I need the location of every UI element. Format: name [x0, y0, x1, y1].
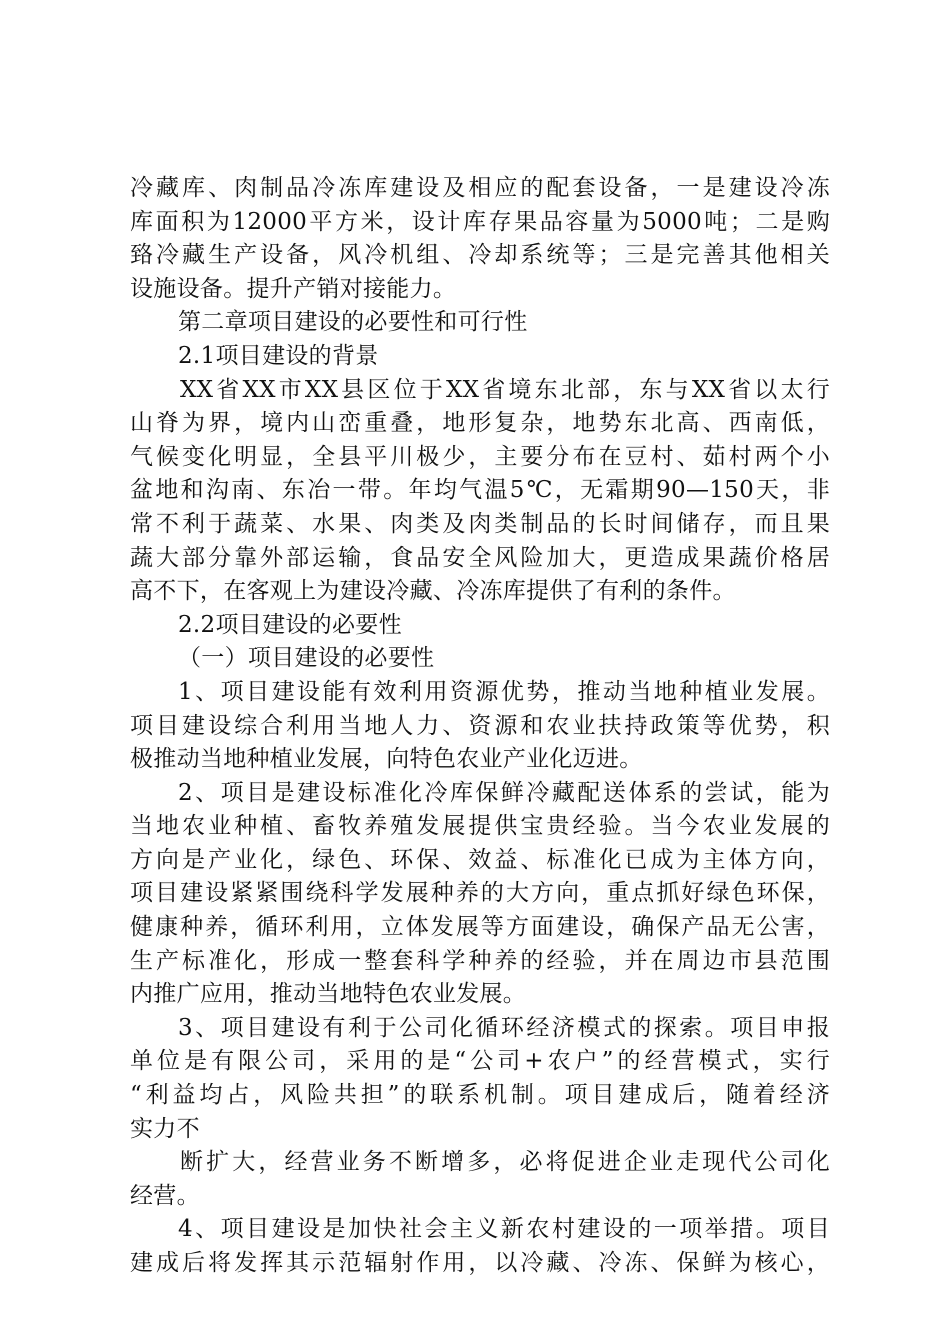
text-line: 常不利于蔬菜、水果、肉类及肉类制品的长时间储存，而且果 [130, 510, 830, 537]
text-line: 方向是产业化，绿色、环保、效益、标准化已成为主体方向， [130, 846, 830, 873]
text-line: XX省XX市XX县区位于XX省境东北部，东与XX省以太行 [180, 376, 830, 403]
text-line: 项目建设综合利用当地人力、资源和农业扶持政策等优势，积 [130, 712, 830, 739]
text-line: 高不下，在客观上为建设冷藏、冷冻库提供了有利的条件。 [130, 578, 736, 605]
text-line: 1、项目建设能有效利用资源优势，推动当地种植业发展。 [178, 678, 830, 705]
text-line: （一）项目建设的必要性 [178, 645, 435, 672]
document-body [130, 172, 830, 1281]
text-line: 实力不 [130, 1115, 200, 1142]
text-line: 蔬大部分靠外部运输，食品安全风险加大，更造成果蔬价格居 [130, 544, 830, 571]
text-line: 山脊为界，境内山峦重叠，地形复杂，地势东北高、西南低， [130, 410, 830, 437]
text-line: 单位是有限公司，采用的是“公司+农户”的经营模式，实行 [130, 1048, 830, 1075]
text-line: 设施设备。提升产销对接能力。 [130, 275, 457, 302]
text-line: 盆地和沟南、东冶一带。年均气温5℃，无霜期90—150天，非 [130, 477, 830, 504]
text-line: 项目建设紧紧围绕科学发展种养的大方向，重点抓好绿色环保， [130, 880, 830, 907]
text-line: 生产标准化，形成一整套科学种养的经验，并在周边市县范围 [130, 947, 830, 974]
text-line: 2.2项目建设的必要性 [178, 611, 402, 638]
text-line: 3、项目建设有利于公司化循环经济模式的探索。项目申报 [178, 1014, 830, 1041]
text-line: 库面积为12000平方米，设计库存果品容量为5000吨；二是购 [130, 208, 830, 235]
text-line: 2、项目是建设标准化冷库保鲜冷藏配送体系的尝试，能为 [178, 779, 830, 806]
text-line: 4、项目建设是加快社会主义新农村建设的一项举措。项目 [178, 1216, 830, 1243]
text-line: 气候变化明显，全县平川极少，主要分布在豆村、茹村两个小 [130, 443, 830, 470]
text-line: “利益均占，风险共担”的联系机制。项目建成后，随着经济 [130, 1082, 830, 1109]
text-line: 第二章项目建设的必要性和可行性 [178, 309, 528, 336]
text-line: 2.1项目建设的背景 [178, 342, 379, 369]
text-line: 臵冷藏生产设备，风冷机组、冷却系统等；三是完善其他相关 [130, 242, 830, 269]
text-line: 建成后将发挥其示范辐射作用，以冷藏、冷冻、保鲜为核心， [130, 1250, 830, 1276]
text-line: 经营。 [130, 1182, 200, 1209]
text-line: 极推动当地种植业发展，向特色农业产业化迈进。 [130, 746, 643, 773]
text-line: 当地农业种植、畜牧养殖发展提供宝贵经验。当今农业发展的 [130, 813, 830, 840]
text-line: 内推广应用，推动当地特色农业发展。 [130, 981, 527, 1008]
text-line: 断扩大，经营业务不断增多，必将促进企业走现代公司化 [180, 1149, 830, 1176]
text-line: 健康种养，循环利用，立体发展等方面建设，确保产品无公害， [130, 914, 830, 941]
text-line: 冷藏库、肉制品冷冻库建设及相应的配套设备，一是建设冷冻 [130, 175, 830, 201]
